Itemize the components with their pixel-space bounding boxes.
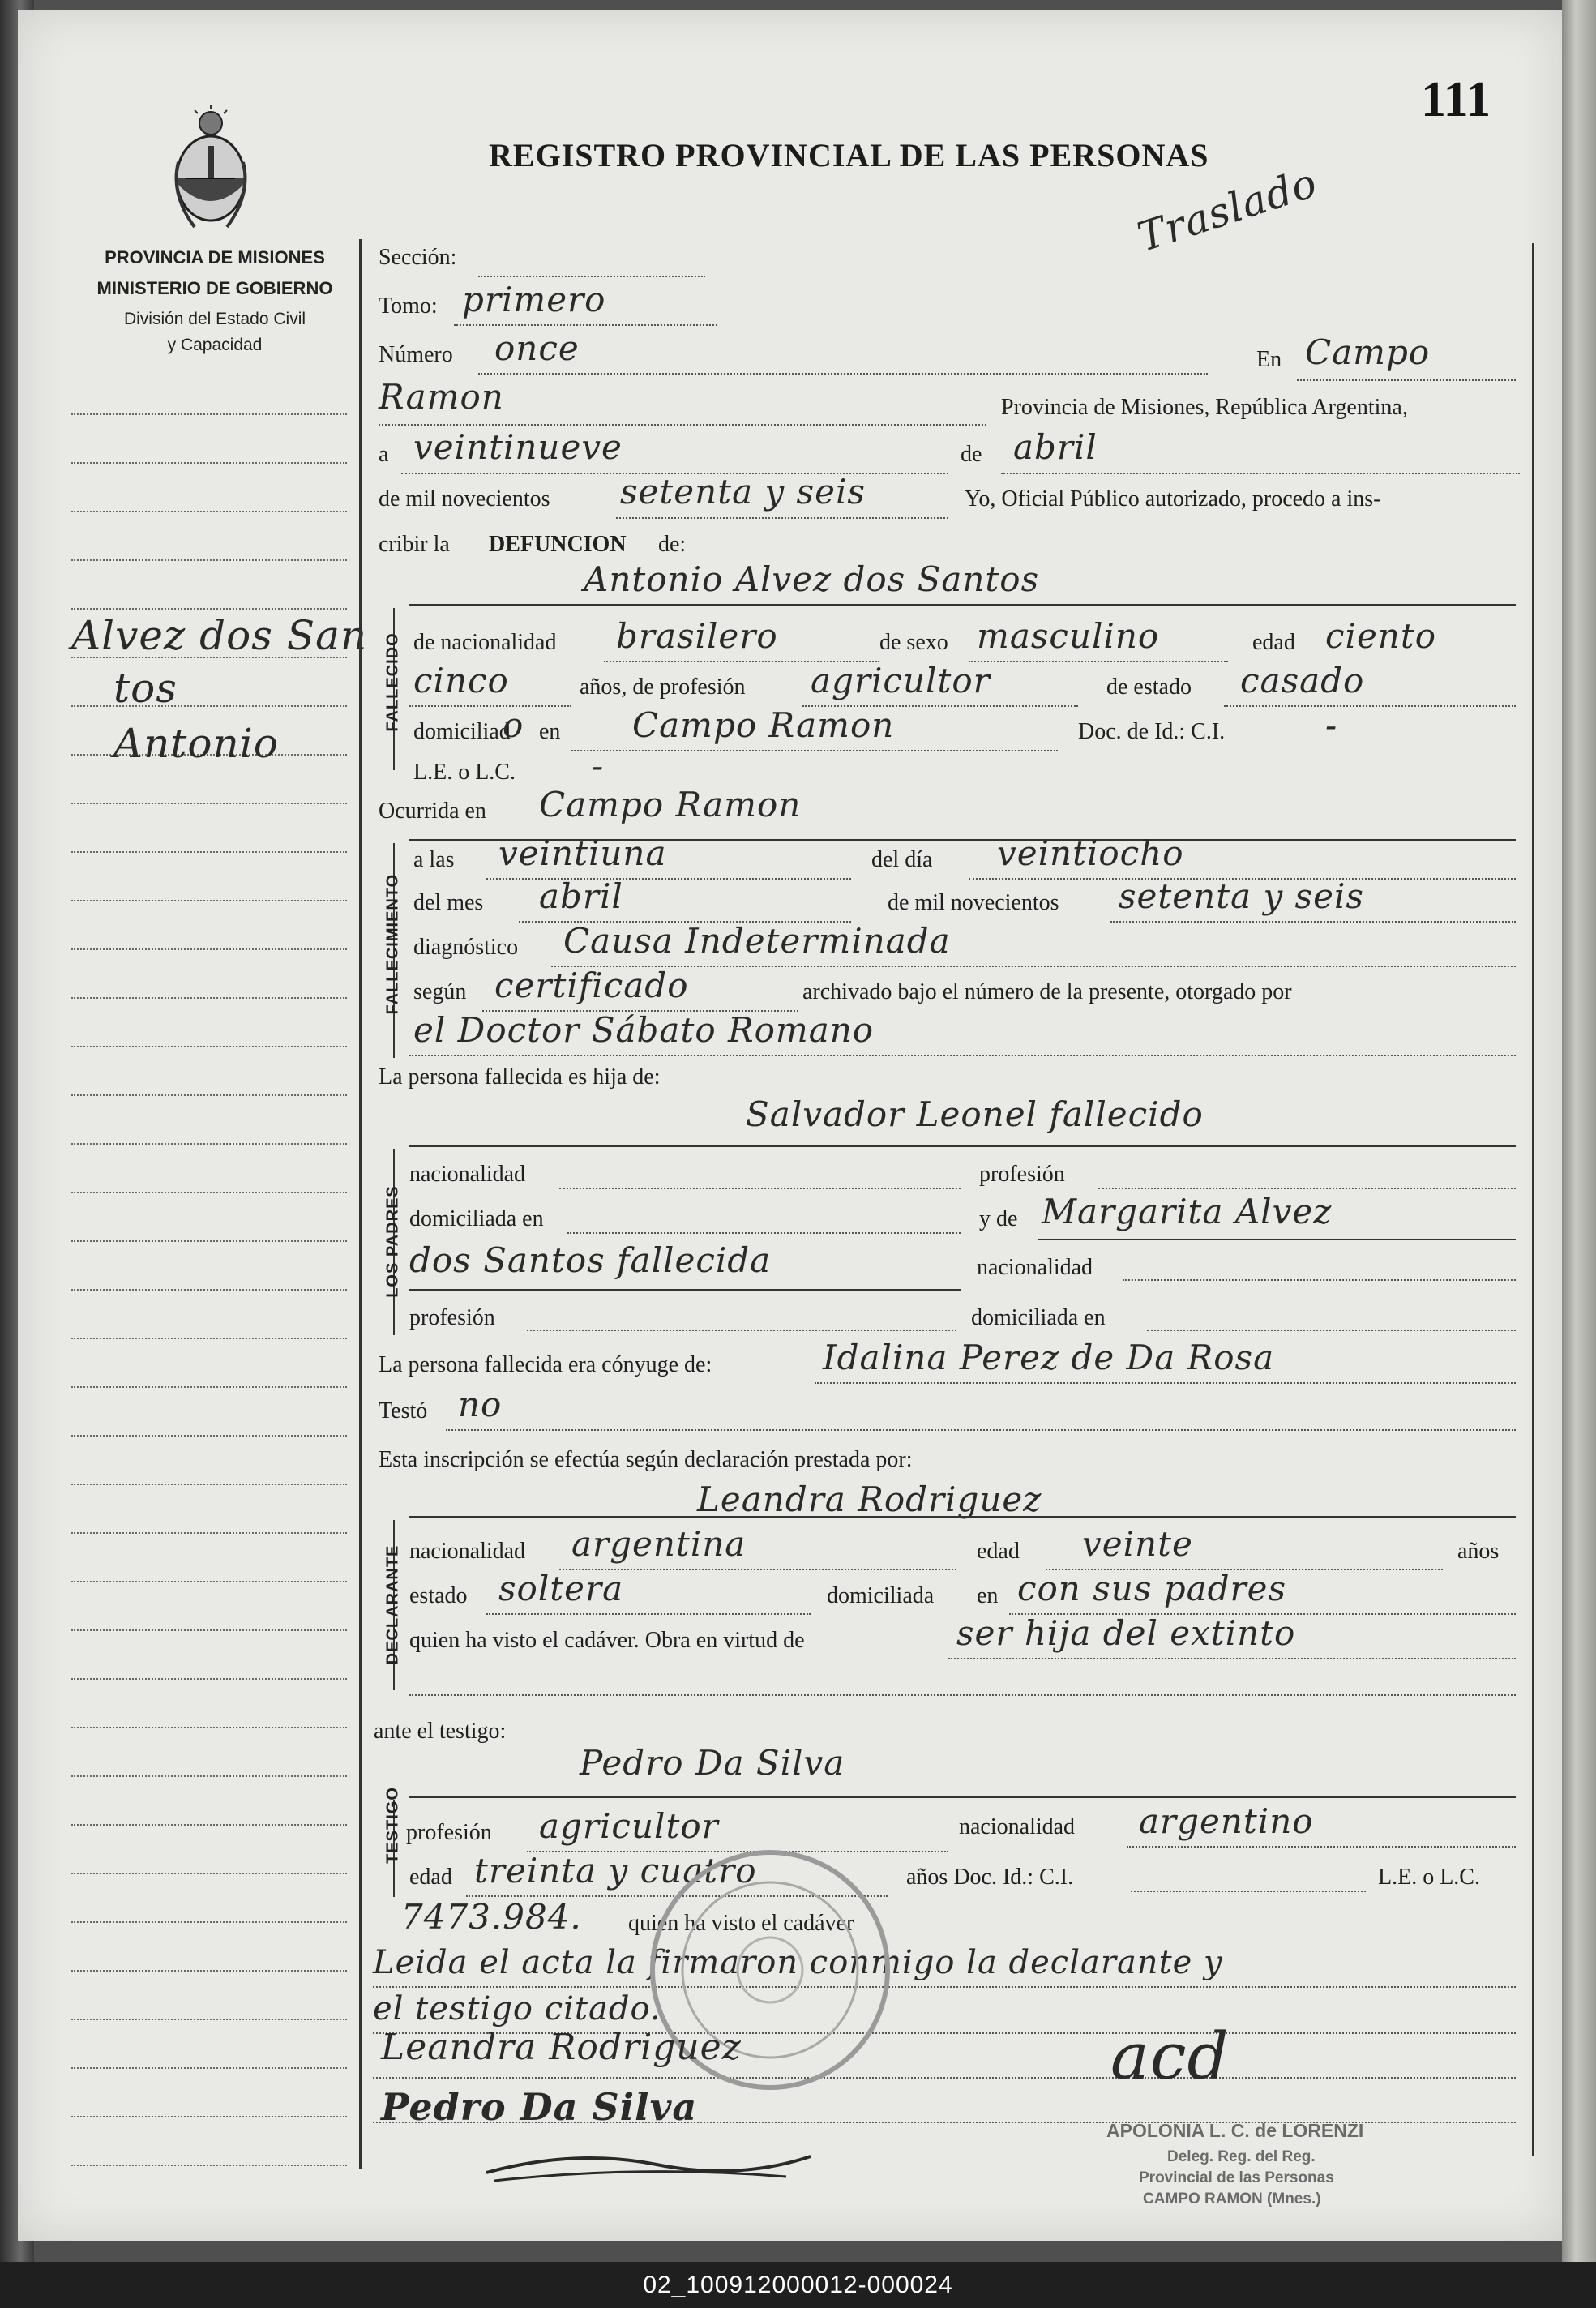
- numero-label: Número: [379, 342, 453, 367]
- dia-value: veintiocho: [997, 833, 1184, 873]
- testigo-anos-doc-label: años Doc. Id.: C.I.: [906, 1865, 1074, 1890]
- signature-2: Pedro Da Silva: [381, 2085, 698, 2129]
- doctor-value: el Doctor Sábato Romano: [413, 1010, 875, 1050]
- declarante-nacionalidad-label: nacionalidad: [409, 1539, 526, 1564]
- segun-value: certificado: [494, 966, 689, 1005]
- padres-profesion2-label: profesión: [409, 1305, 495, 1330]
- officer-signature: acd: [1110, 2019, 1230, 2094]
- sexo-value: masculino: [977, 616, 1160, 656]
- declarante-top-rule: [409, 1516, 1516, 1518]
- year-value: setenta y seis: [620, 472, 866, 512]
- coat-of-arms-icon: [162, 105, 259, 235]
- declarante-name: Leandra Rodriguez: [697, 1479, 1042, 1519]
- officer-stamp-line-1: APOLONIA L. C. de LORENZI: [1106, 2120, 1364, 2141]
- padres-domiciliada-label: domiciliada en: [409, 1206, 544, 1231]
- padres-nacionalidad-label: nacionalidad: [409, 1162, 526, 1187]
- testigo-edad-value: treinta y cuatro: [474, 1851, 757, 1891]
- inscripcion-label: Esta inscripción se efectúa según declaración prestada por:: [379, 1447, 913, 1472]
- padres-side-label: LOS PADRES: [383, 1185, 402, 1298]
- padres-nacionalidad2-label: nacionalidad: [977, 1255, 1093, 1280]
- numero-value: once: [494, 328, 580, 368]
- en-label: En: [1256, 347, 1282, 372]
- seccion-label: Sección:: [379, 245, 457, 270]
- testigo-profesion-value: agricultor: [539, 1806, 719, 1846]
- province-line-1: PROVINCIA DE MISIONES: [105, 247, 325, 268]
- form-left-rule: [359, 239, 362, 2169]
- testigo-le-label: L.E. o L.C.: [1378, 1865, 1480, 1890]
- declarante-domicilio-value: con sus padres: [1017, 1569, 1287, 1608]
- nacionalidad-value: brasilero: [616, 616, 778, 656]
- le-value: -: [592, 746, 605, 786]
- provincia-label: Provincia de Misiones, República Argentina,: [1001, 395, 1408, 420]
- signature-1: Leandra Rodriguez: [381, 2027, 742, 2068]
- division-line-2: y Capacidad: [167, 336, 263, 354]
- declarante-edad-value: veinte: [1082, 1524, 1193, 1564]
- declarante-domiciliada-label: domiciliada: [827, 1583, 935, 1608]
- testigo-name: Pedro Da Silva: [580, 1743, 845, 1783]
- page-stack-edge: [1562, 0, 1596, 2308]
- ocurrida-value: Campo Ramon: [539, 785, 802, 824]
- testigo-top-rule: [409, 1796, 1516, 1798]
- testigo-profesion-label: profesión: [406, 1820, 492, 1845]
- closing-line-2: el testigo citado.: [373, 1990, 661, 2028]
- edad-value-2: cinco: [413, 661, 509, 700]
- traslado-annotation: Traslado: [1132, 159, 1324, 261]
- testigo-doc-number: 7473.984.: [401, 1897, 582, 1937]
- tomo-value: primero: [462, 280, 606, 319]
- closing-line-1: Leida el acta la firmaron conmigo la declarante y: [373, 1944, 1223, 1981]
- deceased-name: Antonio Alvez dos Santos: [584, 559, 1040, 599]
- province-line-2: MINISTERIO DE GOBIERNO: [96, 278, 333, 298]
- domicilio-suffix: o: [503, 705, 524, 745]
- declarante-visto-label: quien ha visto el cadáver. Obra en virtud de: [409, 1628, 805, 1653]
- testigo-label: ante el testigo:: [374, 1719, 507, 1744]
- anio-value: setenta y seis: [1119, 876, 1364, 916]
- del-mes-label: del mes: [413, 890, 484, 915]
- diagnostico-value: Causa Indeterminada: [563, 921, 951, 961]
- testigo-edad-label: edad: [409, 1865, 452, 1890]
- de-label: de: [961, 442, 982, 467]
- father-value: Salvador Leonel fallecido: [746, 1094, 1204, 1134]
- mother-value-1: Margarita Alvez: [1042, 1192, 1333, 1231]
- conyuge-value: Idalina Perez de Da Rosa: [823, 1338, 1275, 1377]
- doc-value: -: [1325, 705, 1338, 745]
- hija-label: La persona fallecida es hija de:: [379, 1064, 661, 1090]
- day-value: veintinueve: [413, 427, 623, 467]
- officer-stamp-line-2: Deleg. Reg. del Reg.: [1167, 2148, 1316, 2165]
- estado-value: casado: [1240, 661, 1365, 700]
- nacionalidad-label: de nacionalidad: [413, 630, 557, 655]
- padres-domiciliada2-label: domiciliada en: [971, 1305, 1106, 1330]
- mes-value: abril: [539, 876, 623, 916]
- mil-label: de mil novecientos: [379, 486, 550, 512]
- anos-profesion-label: años, de profesión: [580, 674, 746, 700]
- domicilio-label: domiciliad: [413, 719, 511, 744]
- margin-note-line-3: Antonio: [113, 720, 279, 767]
- sexo-label: de sexo: [879, 630, 948, 655]
- declarante-estado-value: soltera: [498, 1569, 624, 1608]
- declarante-nacionalidad-value: argentina: [571, 1524, 747, 1564]
- segun-label: según: [413, 979, 467, 1004]
- declarante-side-label: DECLARANTE: [383, 1544, 402, 1665]
- month-value: abril: [1013, 427, 1098, 467]
- padres-top-rule: [409, 1145, 1516, 1147]
- doc-label: Doc. de Id.: C.I.: [1078, 719, 1226, 744]
- cribir-label: cribir la: [379, 532, 450, 557]
- diagnostico-label: diagnóstico: [413, 935, 519, 960]
- oficial-label: Yo, Oficial Público autorizado, procedo a ins-: [965, 486, 1381, 512]
- place-value: Ramon: [379, 377, 504, 417]
- mother-value-2: dos Santos fallecida: [409, 1240, 772, 1280]
- margin-note-line-1: Alvez dos San: [71, 612, 368, 659]
- y-de-label: y de: [979, 1206, 1018, 1231]
- testigo-side-label: TESTIGO: [383, 1787, 402, 1864]
- hora-value: veintiuna: [498, 833, 667, 873]
- declarante-anos-label: años: [1457, 1539, 1500, 1564]
- profesion-value: agricultor: [811, 661, 991, 700]
- image-caption: 02_100912000012-000024: [0, 2262, 1596, 2308]
- tomo-label: Tomo:: [379, 293, 438, 319]
- domicilio-value: Campo Ramon: [632, 705, 895, 745]
- fallecimiento-side-label: FALLECIMIENTO: [383, 873, 402, 1015]
- page-title: REGISTRO PROVINCIAL DE LAS PERSONAS: [489, 137, 1209, 173]
- division-line-1: División del Estado Civil: [123, 310, 306, 328]
- page-number: 111: [1421, 72, 1491, 127]
- ocurrida-label: Ocurrida en: [379, 799, 486, 824]
- officer-stamp-line-4: CAMPO RAMON (Mnes.): [1143, 2190, 1321, 2207]
- domicilio-en-label: en: [539, 719, 561, 744]
- testigo-nacionalidad-value: argentino: [1139, 1801, 1314, 1841]
- declarante-en-label: en: [977, 1583, 999, 1608]
- padres-profesion-label: profesión: [979, 1162, 1065, 1187]
- officer-stamp-line-3: Provincial de las Personas: [1139, 2169, 1334, 2186]
- le-label: L.E. o L.C.: [413, 760, 516, 785]
- testo-value: no: [458, 1385, 503, 1424]
- defuncion-label: DEFUNCION: [489, 532, 627, 557]
- testo-label: Testó: [379, 1398, 428, 1424]
- testigo-visto-label: quien ha visto el cadáver: [628, 1911, 854, 1936]
- edad-label: edad: [1252, 630, 1295, 655]
- de-colon-label: de:: [658, 532, 687, 557]
- a-las-label: a las: [413, 847, 455, 872]
- declarante-visto-value: ser hija del extinto: [956, 1613, 1296, 1653]
- edad-value-1: ciento: [1325, 616, 1437, 656]
- fallecido-top-rule: [409, 604, 1516, 606]
- archivado-label: archivado bajo el número de la presente, otorgado por: [802, 979, 1292, 1004]
- estado-label: de estado: [1106, 674, 1192, 700]
- testigo-nacionalidad-label: nacionalidad: [959, 1814, 1076, 1839]
- conyuge-label: La persona fallecida era cónyuge de:: [379, 1352, 712, 1377]
- fallecimiento-mil-label: de mil novecientos: [888, 890, 1059, 915]
- en-value: Campo: [1305, 332, 1431, 372]
- margin-note-line-2: tos: [113, 665, 178, 712]
- declarante-estado-label: estado: [409, 1583, 468, 1608]
- del-dia-label: del día: [871, 847, 933, 872]
- declarante-edad-label: edad: [977, 1539, 1020, 1564]
- fallecido-side-label: FALLECIDO: [383, 632, 402, 732]
- a-label: a: [379, 442, 389, 467]
- signature-flourish-icon: [478, 2140, 819, 2189]
- form-right-rule: [1532, 243, 1534, 2156]
